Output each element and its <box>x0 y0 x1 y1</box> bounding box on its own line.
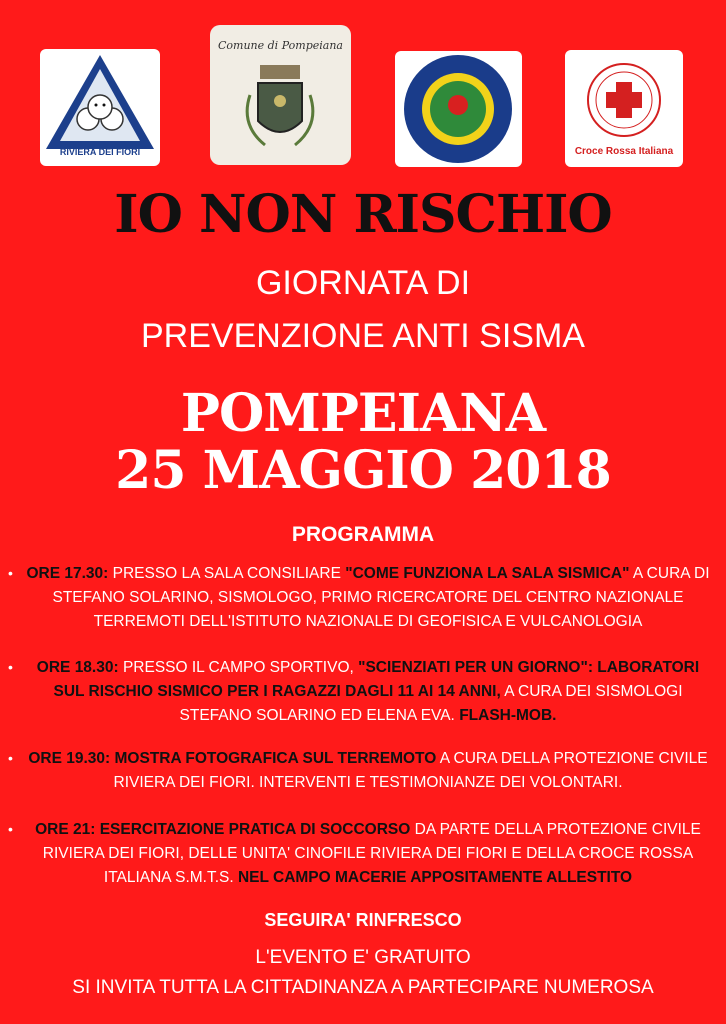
protezione-civile-emblem-icon <box>395 51 522 167</box>
item1-text-a: PRESSO LA SALA CONSILIARE <box>112 565 341 582</box>
item1-time: ORE 17.30: <box>26 565 109 582</box>
program-item-2 <box>20 656 716 728</box>
main-title: IO NON RISCHIO <box>114 184 612 245</box>
logo1-caption: RIVIERA DEI FIORI <box>59 147 141 157</box>
item3-text: A CURA DELLA PROTEZIONE CIVILE RIVIERA DEI FIORI. INTERVENTI E TESTIMONIANZE DEI VOLONTARI. <box>113 750 708 791</box>
bullet-icon: • <box>8 659 13 675</box>
program-item-1 <box>20 562 716 634</box>
rinfresco-note: SEGUIRA' RINFRESCO <box>264 910 462 930</box>
logo4-caption: Croce Rossa Italiana <box>574 146 674 157</box>
item1-highlight: "COME FUNZIONA LA SALA SISMICA" <box>345 565 630 582</box>
item4-highlight: ORE 21: ESERCITAZIONE PRATICA DI SOCCORSO <box>35 821 411 838</box>
croce-rossa-logo <box>565 50 683 167</box>
item1-text-b: A CURA DI STEFANO SOLARINO, SISMOLOGO, PRIMO RICERCATORE DEL CENTRO NAZIONALE TERREMOTI DELL'ISTITUTO NAZIONALE DI GEOFISICA E VULCANOLOGIA <box>52 565 710 630</box>
comune-pompeiana-logo <box>210 25 351 165</box>
protezione-civile-logo <box>395 51 522 167</box>
program-item-3 <box>20 747 716 795</box>
item4-text: DA PARTE DELLA PROTEZIONE CIVILE RIVIERA DEI FIORI, DELLE UNITA' CINOFILE RIVIERA DEI FIORI E DELLA CROCE ROSSA ITALIANA S.M.T.S. <box>42 821 701 886</box>
bullet-icon: • <box>8 821 13 837</box>
free-event-note: L'EVENTO E' GRATUITO <box>255 947 471 968</box>
date: 25 MAGGIO 2018 <box>115 440 611 501</box>
location: POMPEIANA <box>180 383 546 444</box>
programma-heading: PROGRAMMA <box>291 523 435 546</box>
item2-flashmob: FLASH-MOB. <box>459 707 557 724</box>
item4-highlight-2: NEL CAMPO MACERIE APPOSITAMENTE ALLESTITO <box>237 869 633 886</box>
subtitle-line-2: PREVENZIONE ANTI SISMA <box>141 317 585 355</box>
item3-highlight: ORE 19.30: MOSTRA FOTOGRAFICA SUL TERREMOTO <box>28 750 437 767</box>
bullet-icon: • <box>8 750 13 766</box>
item2-time: ORE 18.30: <box>36 659 119 676</box>
subtitle-line-1: GIORNATA DI <box>255 264 471 302</box>
bullet-icon: • <box>8 565 13 581</box>
logo2-caption: Comune di Pompeiana <box>218 39 343 52</box>
item2-text-a: PRESSO IL CAMPO SPORTIVO, <box>122 659 354 676</box>
item2-highlight: "SCIENZIATI PER UN GIORNO": LABORATORI SUL RISCHIO SISMICO PER I RAGAZZI DAGLI 11 AI 14 ANNI, <box>53 659 700 700</box>
invitation-note: SI INVITA TUTTA LA CITTADINANZA A PARTECIPARE NUMEROSA <box>72 977 654 998</box>
item2-text-b: A CURA DEI SISMOLOGI STEFANO SOLARINO ED ELENA EVA. <box>179 683 683 724</box>
program-item-4 <box>20 818 716 890</box>
unita-cinofile-logo <box>40 49 160 166</box>
